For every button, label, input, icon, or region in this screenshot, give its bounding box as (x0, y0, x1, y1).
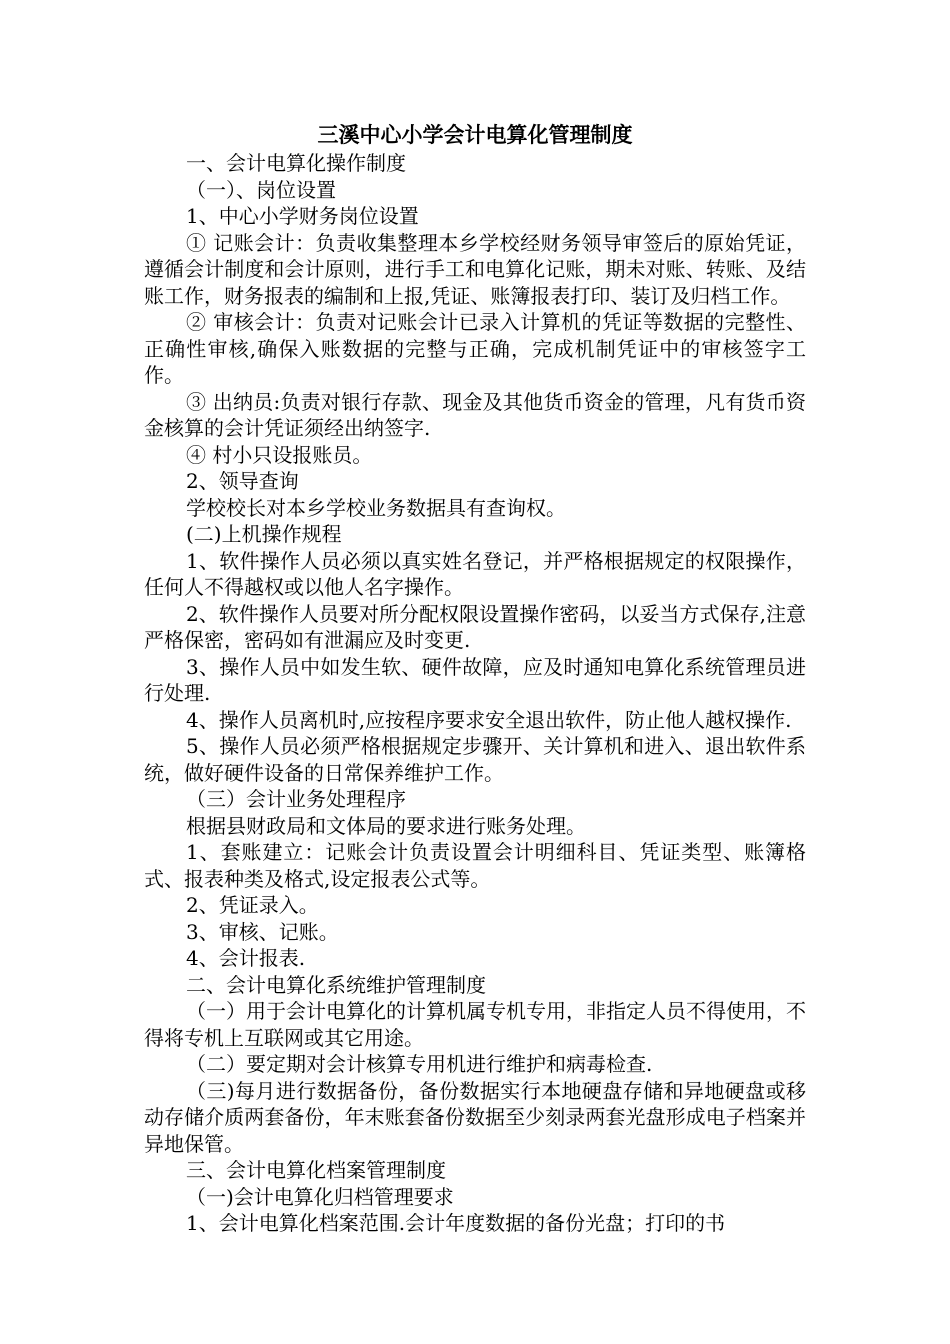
paragraph: 三、会计电算化档案管理制度 (186, 1158, 446, 1182)
paragraph: 1、软件操作人员必须以真实姓名登记，并严格根据规定的权限操作，任何人不得越权或以他人名字操作。 (144, 548, 806, 599)
paragraph: ① 记账会计：负责收集整理本乡学校经财务领导审签后的原始凭证，遵循会计制度和会计原则，进行手工和电算化记账，期未对账、转账、及结账工作，财务报表的编制和上报,凭证、账簿报表打印、装订及归档工作。 (144, 230, 806, 308)
paragraph: （三)每月进行数据备份，备份数据实行本地硬盘存储和异地硬盘或移动存储介质两套备份，年末账套备份数据至少刻录两套光盘形成电子档案并异地保管。 (144, 1078, 806, 1156)
paragraph: 5、操作人员必须严格根据规定步骤开、关计算机和进入、退出软件系统，做好硬件设备的日常保养维护工作。 (144, 734, 806, 785)
document-title: 三溪中心小学会计电算化管理制度 (317, 123, 633, 147)
paragraph: 2、凭证录入。 (186, 893, 319, 917)
paragraph: 一、会计电算化操作制度 (186, 151, 406, 175)
paragraph: 3、操作人员中如发生软、硬件故障，应及时通知电算化系统管理员进行处理. (144, 654, 806, 705)
paragraph: 2、软件操作人员要对所分配权限设置操作密码，以妥当方式保存,注意严格保密，密码如有泄漏应及时变更. (144, 601, 806, 652)
paragraph: （三）会计业务处理程序 (186, 787, 406, 811)
paragraph: 1、会计电算化档案范围.会计年度数据的备份光盘；打印的书 (186, 1211, 726, 1235)
paragraph: ③ 出纳员:负责对银行存款、现金及其他货币资金的管理，凡有货币资金核算的会计凭证须经出纳签字. (144, 389, 806, 440)
paragraph: （一）、岗位设置 (186, 177, 336, 202)
paragraph: 4、会计报表. (186, 946, 306, 970)
document-body (144, 150, 806, 1237)
paragraph: （一)会计电算化归档管理要求 (186, 1184, 454, 1209)
paragraph: 3、审核、记账。 (186, 919, 339, 944)
paragraph: 二、会计电算化系统维护管理制度 (186, 972, 486, 997)
paragraph: 1、中心小学财务岗位设置 (186, 204, 419, 228)
paragraph: 1、套账建立：记账会计负责设置会计明细科目、凭证类型、账簿格式、报表种类及格式,设定报表公式等。 (144, 840, 806, 891)
paragraph: (二)上机操作规程 (186, 522, 342, 546)
paragraph: 2、领导查询 (186, 469, 299, 493)
paragraph: （一）用于会计电算化的计算机属专机专用，非指定人员不得使用，不得将专机上互联网或其它用途。 (144, 999, 806, 1050)
paragraph: 学校校长对本乡学校业务数据具有查询权。 (186, 495, 566, 520)
paragraph: 根据县财政局和文体局的要求进行账务处理。 (186, 813, 586, 838)
paragraph: ② 审核会计：负责对记账会计已录入计算机的凭证等数据的完整性、正确性审核,确保入账数据的完整与正确，完成机制凭证中的审核签字工作。 (144, 310, 806, 387)
paragraph: ④ 村小只设报账员。 (186, 442, 373, 467)
paragraph: （二）要定期对会计核算专用机进行维护和病毒检查. (186, 1052, 653, 1076)
paragraph: 4、操作人员离机时,应按程序要求安全退出软件，防止他人越权操作. (186, 707, 792, 732)
document-page (144, 120, 806, 1237)
